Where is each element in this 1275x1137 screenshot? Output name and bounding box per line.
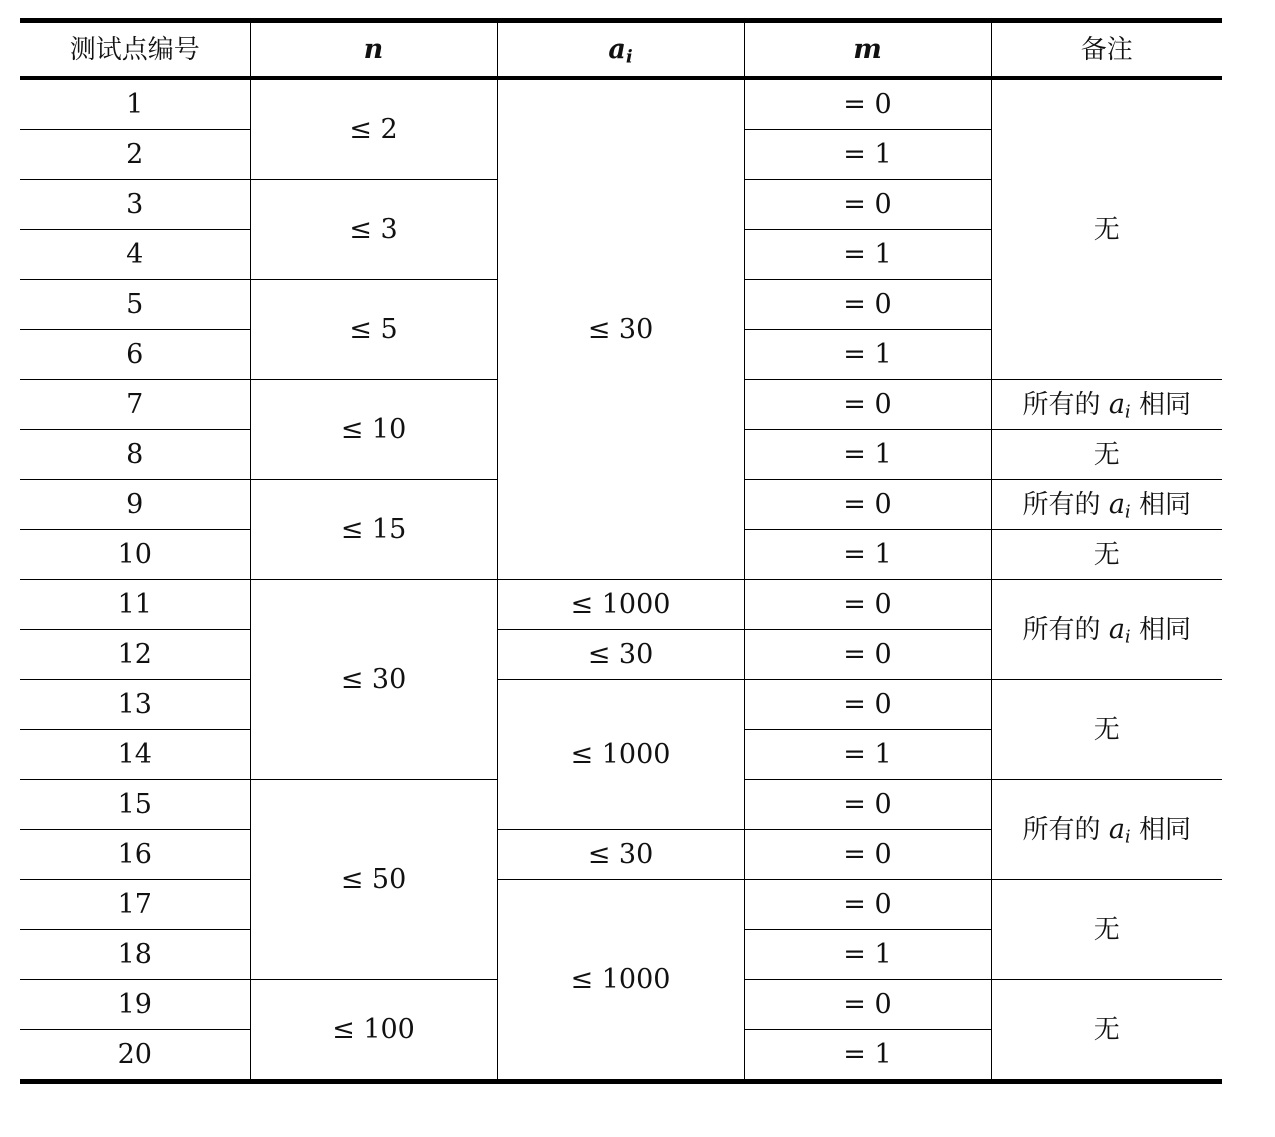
- header-a-base: a: [608, 34, 626, 65]
- note-math-subscript: i: [1124, 501, 1131, 523]
- m-cell: = 1: [744, 230, 991, 280]
- test-id-cell: 20: [20, 1030, 250, 1082]
- m-cell: = 1: [744, 130, 991, 180]
- note-math-subscript: i: [1124, 826, 1131, 848]
- table-row: [20, 580, 1222, 630]
- header-row: [20, 21, 1222, 79]
- m-cell: = 0: [744, 78, 991, 130]
- note-cell: 无: [991, 530, 1222, 580]
- m-cell: = 0: [744, 580, 991, 630]
- note-math: [1108, 389, 1131, 423]
- n-limit-cell: ≤ 15: [250, 480, 497, 580]
- test-id-cell: 17: [20, 880, 250, 930]
- note-math-base: a: [1108, 489, 1125, 520]
- m-cell: = 1: [744, 530, 991, 580]
- note-text: 所有的: [1022, 815, 1101, 845]
- m-cell: = 1: [744, 1030, 991, 1082]
- n-limit-cell: ≤ 30: [250, 580, 497, 780]
- note-cell: 无: [991, 680, 1222, 780]
- m-cell: = 0: [744, 480, 991, 530]
- m-cell: = 0: [744, 380, 991, 430]
- note-cell: 无: [991, 880, 1222, 980]
- table-row: [20, 78, 1222, 130]
- table-body: [20, 78, 1222, 1082]
- m-cell: = 0: [744, 880, 991, 930]
- m-cell: = 0: [744, 280, 991, 330]
- note-math-base: a: [1108, 614, 1125, 645]
- note-text: 所有的: [1022, 615, 1101, 645]
- m-cell: = 1: [744, 730, 991, 780]
- note-cell: [991, 780, 1222, 880]
- header-m: m: [744, 21, 991, 79]
- note-math: [1108, 614, 1131, 648]
- table-header: [20, 21, 1222, 79]
- m-cell: = 1: [744, 330, 991, 380]
- m-cell: = 0: [744, 680, 991, 730]
- a-limit-cell: ≤ 30: [497, 78, 744, 580]
- test-id-cell: 12: [20, 630, 250, 680]
- test-id-cell: 4: [20, 230, 250, 280]
- test-id-cell: 1: [20, 78, 250, 130]
- test-id-cell: 13: [20, 680, 250, 730]
- m-cell: = 0: [744, 780, 991, 830]
- a-limit-cell: ≤ 30: [497, 830, 744, 880]
- header-test-id: 测试点编号: [20, 21, 250, 79]
- m-cell: = 0: [744, 180, 991, 230]
- note-text: 所有的: [1022, 490, 1101, 520]
- test-id-cell: 19: [20, 980, 250, 1030]
- note-math-base: a: [1108, 814, 1125, 845]
- m-cell: = 0: [744, 980, 991, 1030]
- header-note: 备注: [991, 21, 1222, 79]
- test-id-cell: 9: [20, 480, 250, 530]
- note-text: 所有的: [1022, 390, 1101, 420]
- test-id-cell: 7: [20, 380, 250, 430]
- n-limit-cell: ≤ 3: [250, 180, 497, 280]
- note-text: 相同: [1138, 815, 1191, 845]
- n-limit-cell: ≤ 50: [250, 780, 497, 980]
- test-id-cell: 18: [20, 930, 250, 980]
- a-limit-cell: ≤ 1000: [497, 580, 744, 630]
- test-id-cell: 11: [20, 580, 250, 630]
- m-cell: = 0: [744, 630, 991, 680]
- test-id-cell: 3: [20, 180, 250, 230]
- n-limit-cell: ≤ 2: [250, 78, 497, 180]
- note-math: [1108, 489, 1131, 523]
- test-id-cell: 15: [20, 780, 250, 830]
- m-cell: = 1: [744, 430, 991, 480]
- note-text: 相同: [1138, 615, 1191, 645]
- note-cell: 无: [991, 78, 1222, 380]
- test-id-cell: 2: [20, 130, 250, 180]
- test-id-cell: 5: [20, 280, 250, 330]
- note-cell: 无: [991, 980, 1222, 1082]
- n-limit-cell: ≤ 5: [250, 280, 497, 380]
- note-cell: 无: [991, 430, 1222, 480]
- a-limit-cell: ≤ 30: [497, 630, 744, 680]
- note-cell: [991, 580, 1222, 680]
- test-id-cell: 14: [20, 730, 250, 780]
- test-id-cell: 10: [20, 530, 250, 580]
- note-cell: [991, 480, 1222, 530]
- test-id-cell: 6: [20, 330, 250, 380]
- n-limit-cell: ≤ 10: [250, 380, 497, 480]
- table-row: [20, 680, 1222, 730]
- test-id-cell: 16: [20, 830, 250, 880]
- header-n: n: [250, 21, 497, 79]
- n-limit-cell: ≤ 100: [250, 980, 497, 1082]
- a-limit-cell: ≤ 1000: [497, 880, 744, 1082]
- header-a-subscript: i: [625, 46, 633, 68]
- header-a: [497, 21, 744, 79]
- note-math-base: a: [1108, 389, 1125, 420]
- note-math-subscript: i: [1124, 626, 1131, 648]
- note-text: 相同: [1138, 390, 1191, 420]
- note-math-subscript: i: [1124, 401, 1131, 423]
- note-math: [1108, 814, 1131, 848]
- table-row: [20, 880, 1222, 930]
- a-limit-cell: ≤ 1000: [497, 680, 744, 830]
- m-cell: = 1: [744, 930, 991, 980]
- m-cell: = 0: [744, 830, 991, 880]
- note-cell: [991, 380, 1222, 430]
- note-text: 相同: [1138, 490, 1191, 520]
- test-id-cell: 8: [20, 430, 250, 480]
- subtask-table: [20, 18, 1222, 1084]
